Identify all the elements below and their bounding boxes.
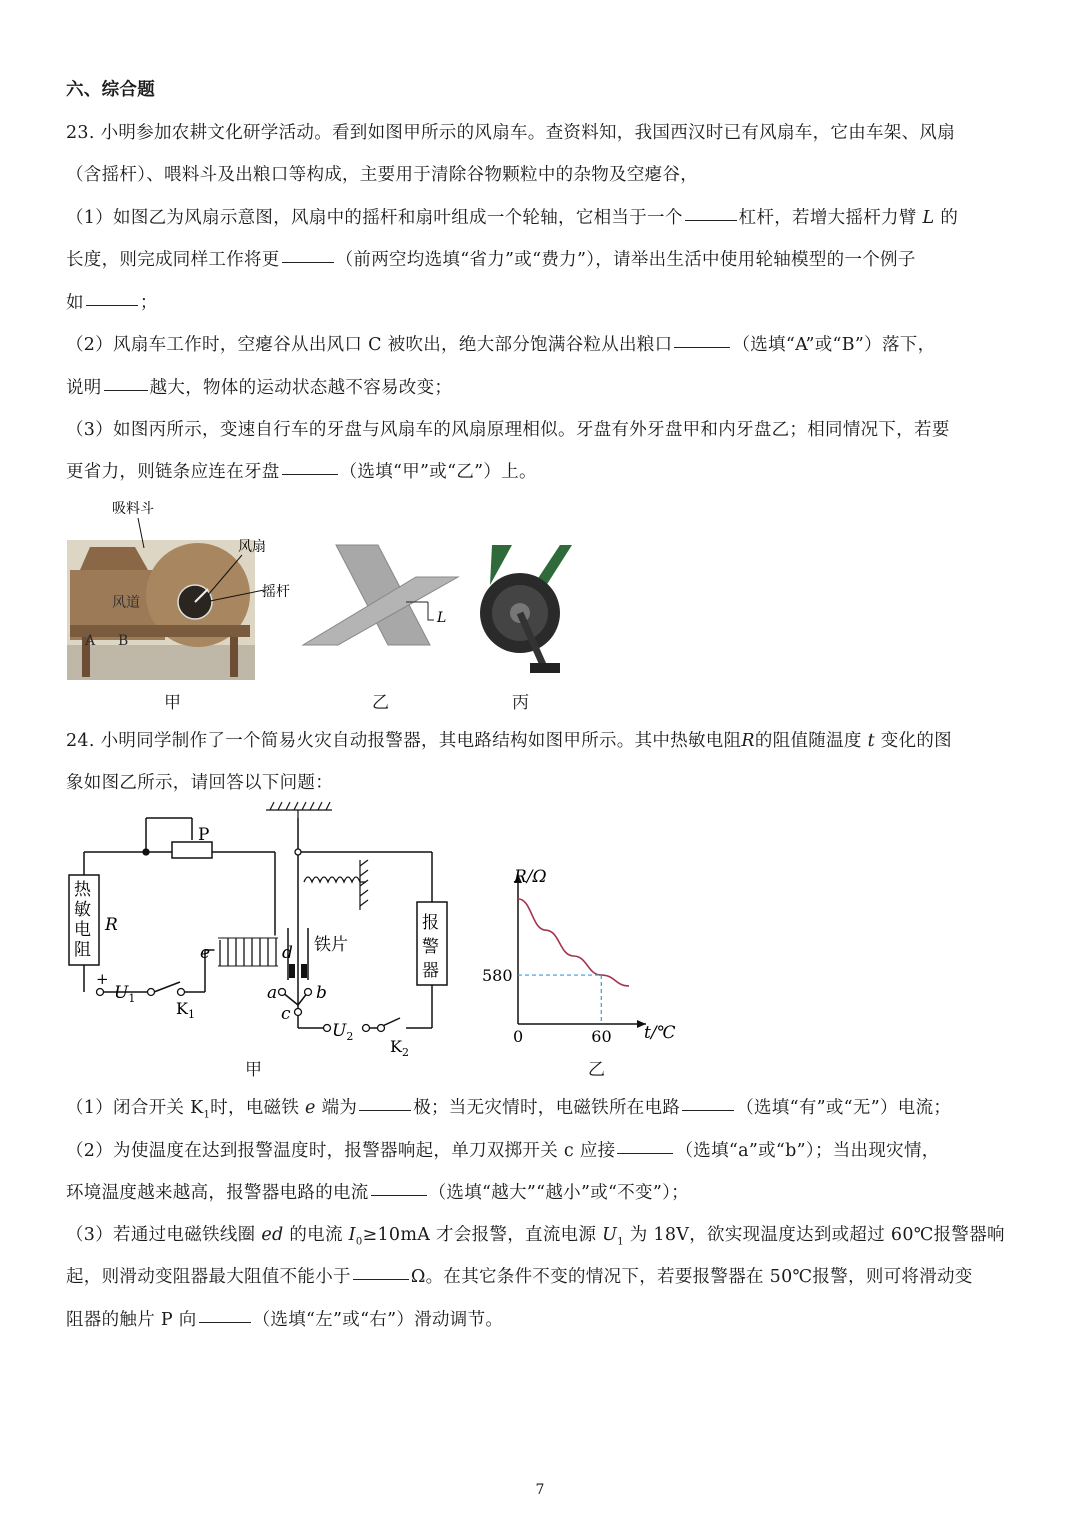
alarm-char: 报	[422, 913, 439, 933]
machine-leg	[230, 637, 238, 677]
label-c: c	[281, 1004, 291, 1024]
answer-blank[interactable]	[685, 219, 737, 221]
label-hopper: 吸料斗	[112, 501, 154, 517]
q24-part3-line3	[66, 1306, 503, 1331]
q24-p3-text-h: （选填“左”或“右”）滑动调节。	[252, 1310, 504, 1330]
alarm-circuit-figure	[60, 800, 460, 1060]
q23-p2-text-b: （选填“A”或“B”）落下，	[732, 335, 936, 355]
figure-caption-bing: 丙	[512, 693, 529, 713]
answer-blank[interactable]	[282, 261, 334, 263]
pedal	[530, 663, 560, 673]
answer-blank[interactable]	[674, 346, 730, 348]
q24-p3-text-e: 起，则滑动变阻器最大阻值不能小于	[66, 1267, 351, 1287]
page-number: 7	[535, 1482, 545, 1498]
q23-p1-text-d: 长度，则完成同样工作将更	[66, 250, 280, 270]
thermistor-char: 热	[74, 880, 91, 900]
label-k2: $K_2$	[390, 1037, 409, 1059]
label-e: e	[200, 943, 211, 963]
answer-blank[interactable]	[682, 1109, 734, 1111]
thermistor-char: 敏	[74, 900, 91, 920]
q23-p1-text-g: ；	[139, 293, 158, 313]
answer-blank[interactable]	[282, 473, 338, 475]
q24-stem-text-a: 24. 小明同学制作了一个简易火灾自动报警器，其电路结构如图甲所示。其中热敏电阻	[66, 731, 742, 751]
label-outlet-b: B	[118, 633, 129, 649]
label-iron: 铁片	[314, 935, 348, 955]
q23-part1-line2	[66, 246, 916, 271]
answer-blank[interactable]	[86, 304, 138, 306]
q24-p3-text-g: 阻器的触片 P 向	[66, 1310, 197, 1330]
q23-p2-text-d: 越大，物体的运动状态越不容易改变；	[149, 378, 453, 398]
lever-arm-mark	[428, 602, 434, 620]
q23-part3-line1: （3）如图丙所示，变速自行车的牙盘与风扇车的风扇原理相似。牙盘有外牙盘甲和内牙盘乙；相同情况下，若要	[66, 420, 950, 440]
u1-subscript: 1	[617, 1236, 624, 1248]
answer-blank[interactable]	[104, 389, 148, 391]
var-U: U	[602, 1225, 618, 1245]
figure-caption-circuit: 甲	[245, 1060, 262, 1080]
var-L: L	[922, 208, 935, 228]
fan-schematic-figure	[298, 540, 468, 650]
figure-caption-yi: 乙	[372, 693, 389, 713]
label-crank: 摇杆	[262, 584, 290, 600]
var-ed: ed	[261, 1225, 284, 1245]
q23-part3-line2	[66, 458, 537, 483]
label-u2: $U_2$	[332, 1021, 354, 1043]
q24-p1-text-c: 端为	[321, 1098, 358, 1118]
ceiling-support	[266, 802, 332, 818]
q23-p1-text-e: （前两空均选填“省力”或“费力”），请举出生活中使用轮轴模型的一个例子	[335, 250, 916, 270]
y-axis-label: R/Ω	[514, 867, 547, 887]
q24-part3-line1	[66, 1221, 1005, 1248]
q24-p2-text-d: （选填“越大”“越小”或“不变”）；	[428, 1183, 689, 1203]
alarm-char: 器	[422, 961, 439, 981]
q24-stem-line2: 象如图乙所示，请回答以下问题：	[66, 773, 333, 793]
q24-p3-text-b: 的电流	[289, 1225, 343, 1245]
label-k1: $K_1$	[176, 999, 195, 1021]
photo-floor	[67, 645, 255, 680]
x-axis-label: t/℃	[644, 1023, 676, 1043]
machine-frame	[70, 625, 250, 637]
q23-p2-text-a: （2）风扇车工作时，空瘪谷从出风口 C 被吹出，绝大部分饱满谷粒从出粮口	[66, 335, 673, 355]
q24-p2-text-c: 环境温度越来越高，报警器电路的电流	[66, 1183, 369, 1203]
q23-part1-line3	[66, 289, 158, 314]
thermistor-char: 阻	[74, 940, 91, 960]
q24-part2-line2	[66, 1179, 689, 1204]
label-outlet-a: A	[85, 633, 96, 649]
circuit-wires	[84, 818, 432, 1028]
q23-stem-line1: 23. 小明参加农耕文化研学活动。看到如图甲所示的风扇车。查资料知，我国西汉时已有风扇车，它由车架、风扇	[66, 123, 955, 143]
var-t: t	[867, 731, 875, 751]
winnowing-machine-figure	[60, 495, 290, 685]
var-R: R	[741, 731, 755, 751]
section-title: 六、综合题	[66, 80, 155, 100]
q23-p3-text-b: （选填“甲”或“乙”）上。	[339, 462, 537, 482]
q24-part3-line2	[66, 1263, 973, 1288]
q24-p1-text-a: （1）闭合开关 K	[66, 1098, 204, 1118]
label-duct: 风道	[112, 595, 140, 611]
q24-p1-text-e: （选填“有”或“无”）电流；	[736, 1098, 952, 1118]
origin-label: 0	[513, 1027, 524, 1046]
q23-p1-text-f: 如	[66, 293, 84, 313]
answer-blank[interactable]	[353, 1278, 409, 1280]
q23-p3-text-a: 更省力，则链条应连在牙盘	[66, 462, 280, 482]
q24-p3-text-f: Ω。在其它条件不变的情况下，若要报警器在 50℃报警，则可将滑动变	[410, 1267, 973, 1287]
answer-blank[interactable]	[359, 1109, 411, 1111]
iron-piece	[301, 964, 307, 978]
q23-stem-line2: （含摇杆）、喂料斗及出粮口等构成，主要用于清除谷物颗粒中的杂物及空瘪谷，	[66, 165, 699, 185]
q24-stem-text-c: 变化的图	[880, 731, 952, 751]
q23-p2-text-c: 说明	[66, 378, 102, 398]
iron-piece	[289, 964, 295, 978]
q24-p1-text-d: 极；当无灾情时，电磁铁所在电路	[413, 1098, 681, 1118]
spring-wall	[360, 860, 368, 910]
resistance-temperature-chart	[478, 862, 688, 1046]
figure-caption-chart: 乙	[588, 1060, 605, 1080]
label-a: a	[267, 983, 278, 1003]
q24-stem-text-b: 的阻值随温度	[754, 731, 862, 751]
q23-p1-text-b: 杠杆，若增大摇杆力臂	[738, 208, 917, 228]
resistance-curve	[518, 899, 629, 986]
q24-p3-text-d: 为 18V，欲实现温度达到或超过 60℃报警器响	[629, 1225, 1005, 1245]
answer-blank[interactable]	[617, 1152, 673, 1154]
k1-subscript: 1	[203, 1109, 211, 1121]
q24-p2-text-b: （选填“a”或“b”）；当出现灾情，	[675, 1141, 940, 1161]
label-plus: +	[96, 970, 109, 988]
thermistor-char: 电	[74, 920, 91, 940]
q24-p2-text-a: （2）为使温度在达到报警温度时，报警器响起，单刀双掷开关 c 应接	[66, 1141, 616, 1161]
alarm-char: 警	[422, 937, 439, 957]
label-b: b	[316, 983, 327, 1003]
label-slider-p: P	[198, 825, 210, 845]
q24-part1	[66, 1094, 951, 1121]
bicycle-chainring-figure	[472, 545, 577, 683]
x-tick-label-60: 60	[591, 1027, 612, 1046]
q24-stem-line1	[66, 727, 952, 752]
label-d: d	[282, 943, 293, 963]
figure-caption-jia: 甲	[164, 693, 181, 713]
q23-p1-text-a: （1）如图乙为风扇示意图，风扇中的摇杆和扇叶组成一个轮轴，它相当于一个	[66, 208, 683, 228]
q24-p3-text-a: （3）若通过电磁铁线圈	[66, 1225, 256, 1245]
q23-part1-line1	[66, 204, 958, 229]
q24-p1-text-b: 时，电磁铁	[210, 1098, 300, 1118]
var-I: I	[348, 1225, 356, 1245]
electromagnet-core	[215, 936, 279, 966]
q23-p1-text-c: 的	[940, 208, 959, 228]
q24-part2-line1	[66, 1137, 940, 1162]
label-fan: 风扇	[238, 539, 266, 555]
y-tick-label-580: 580	[482, 966, 513, 986]
answer-blank[interactable]	[371, 1194, 427, 1196]
var-e: e	[305, 1098, 316, 1118]
label-lever-L: L	[437, 610, 447, 626]
q23-part2-line1	[66, 331, 935, 356]
spring	[304, 877, 366, 882]
label-u1: $U_1$	[114, 983, 136, 1005]
q24-p3-text-c: ≥10mA 才会报警，直流电源	[362, 1225, 597, 1245]
label-R: R	[105, 915, 118, 935]
q23-part2-line2	[66, 374, 452, 399]
answer-blank[interactable]	[199, 1321, 251, 1323]
i0-subscript: 0	[355, 1236, 363, 1248]
